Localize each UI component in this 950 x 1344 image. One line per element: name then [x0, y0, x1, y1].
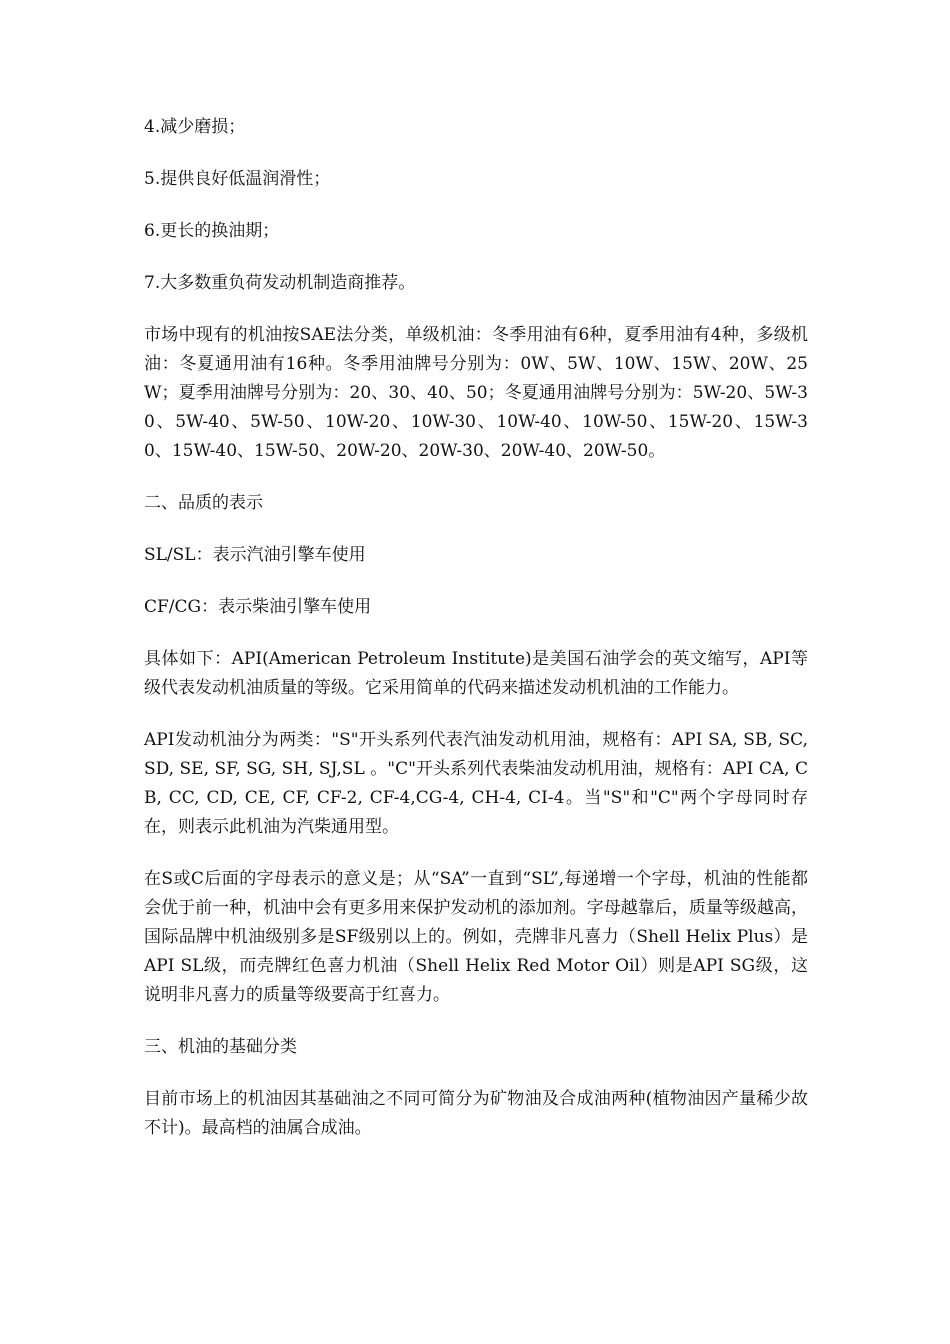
paragraph-letter-meaning: 在S或C后面的字母表示的意义是；从“SA”一直到“SL”,每递增一个字母，机油的性能都会优于前一种，机油中会有更多用来保护发动机的添加剂。字母越靠后，质量等级越高，国际品牌中机油级别多是SF级别以上的。例如，壳牌非凡喜力（Shell Helix Plus）是API SL级，而壳牌红色喜力机油（Shell Helix Red Motor Oil）则是API SG级，这说明非凡喜力的质量等级要高于红喜力。: [144, 869, 808, 1005]
section-heading-base-classification: 三、机油的基础分类: [144, 1037, 297, 1057]
document-body: [144, 113, 808, 1166]
paragraph-base-oil-types: 目前市场上的机油因其基础油之不同可简分为矿物油及合成油两种(植物油因产量稀少故不计)。最高档的油属合成油。: [144, 1089, 808, 1138]
list-item-manufacturer-recommended: 7.大多数重负荷发动机制造商推荐。: [144, 273, 416, 293]
paragraph-sae-classification: 市场中现有的机油按SAE法分类，单级机油：冬季用油有6种，夏季用油有4种，多级机油：冬夏通用油有16种。冬季用油牌号分别为：0W、5W、10W、15W、20W、25W；夏季用油牌号分别为：20、30、40、50；冬夏通用油牌号分别为：5W-20、5W-30、5W-40、5W-50、10W-20、10W-30、10W-40、10W-50、15W-20、15W-30、15W-40、15W-50、20W-20、20W-30、20W-40、20W-50。: [144, 325, 808, 461]
paragraph-cf-diesel: CF/CG：表示柴油引擎车使用: [144, 597, 372, 617]
list-item-reduce-wear: 4.减少磨损；: [144, 117, 246, 137]
list-item-longer-drain-interval: 6.更长的换油期；: [144, 221, 280, 241]
paragraph-sl-gasoline: SL/SL：表示汽油引擎车使用: [144, 545, 366, 565]
paragraph-api-definition: 具体如下：API(American Petroleum Institute)是美国石油学会的英文缩写，API等级代表发动机油质量的等级。它采用简单的代码来描述发动机机油的工作能力。: [144, 649, 808, 698]
list-item-low-temp-lubricity: 5.提供良好低温润滑性；: [144, 169, 331, 189]
paragraph-api-categories: API发动机油分为两类："S"开头系列代表汽油发动机用油，规格有：API SA, SB, SC, SD, SE, SF, SG, SH, SJ,SL 。"C"开头系列代表柴油发动机用油，规格有：API CA, CB, CC, CD, CE, CF, CF-2, CF-4,CG-4, CH-4, CI-4。当"S"和"C"两个字母同时存在，则表示此机油为汽柴通用型。: [144, 730, 808, 837]
section-heading-quality: 二、品质的表示: [144, 493, 263, 513]
